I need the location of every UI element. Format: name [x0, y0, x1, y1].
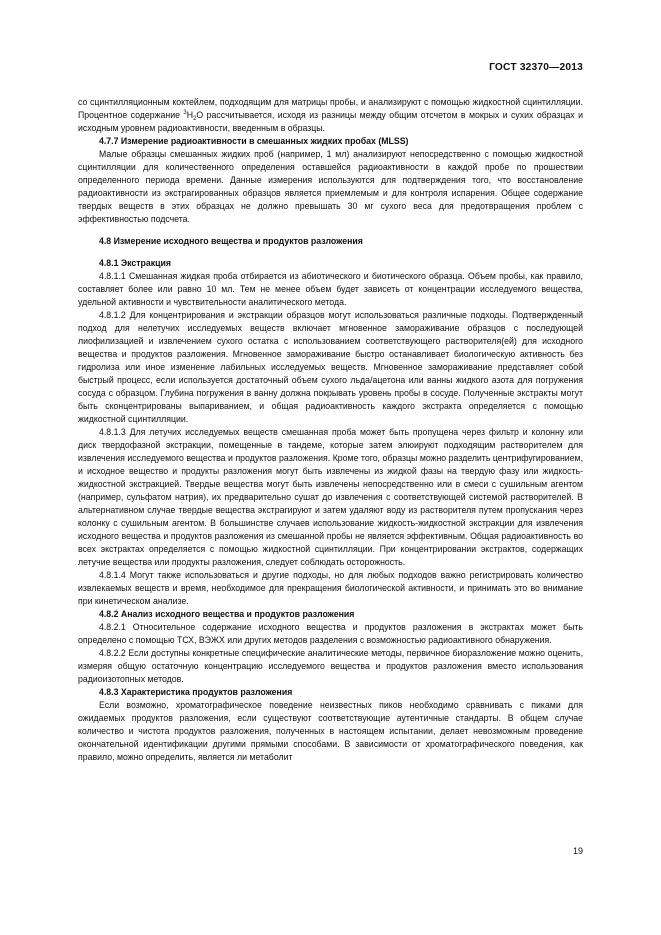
section-heading-4-8-2: 4.8.2 Анализ исходного вещества и продуктов разложения [99, 609, 355, 619]
paragraph-4-8-1-1: 4.8.1.1 Смешанная жидкая проба отбирается из абиотического и биотического образца. Объем пробы, как правило, составляет более или равно 10 мл. Тем не менее объем будет зависеть от концентрации исследуемого вещества, удельной активности и чувствительности аналитического метода. [78, 271, 583, 307]
section-heading-4-7-7: 4.7.7 Измерение радиоактивности в смешанных жидких пробах (MLSS) [99, 136, 409, 146]
paragraph-4-8-3: Если возможно, хроматографическое поведение неизвестных пиков необходимо сравнивать с пиками для ожидаемых продуктов разложения, если существуют соответствующие аутентичные стандарты. В общем случае количество и чистота продуктов разложения, полученных в настоящем испытании, делает невозможным проведение окончательной идентификации другими прямыми способами. В зависимости от хроматографического поведения, как правило, можно определить, является ли метаболит [78, 700, 583, 762]
superscript: 3 [183, 110, 187, 116]
paragraph-text: O рассчитывается, исходя из разницы между общим отсчетом в мокрых и сухих образцах и исходным уровнем радиоактивности, введенным в образцы. [78, 110, 583, 133]
document-body [78, 96, 583, 764]
page-number: 19 [572, 846, 583, 856]
section-heading-4-8-1: 4.8.1 Экстракция [99, 258, 171, 268]
section-heading-4-8-3: 4.8.3 Характеристика продуктов разложения [99, 687, 293, 697]
subscript: 2 [193, 116, 197, 122]
paragraph-4-7-7: Малые образцы смешанных жидких проб (например, 1 мл) анализируют непосредственно с помощью жидкостной сцинтилляции для количественного определения оставшейся радиоактивности в каждой пробе по прошествии определенного периода времени. Данные измерения используются для подтверждения того, что восстановление радиоактивности из экстрагированных образцов является приемлемым и для контроля испарения. Общее содержание твердых веществ в этих образцах не должно превышать 30 мг сухого веса для предотвращения проблем с эффективностью подсчета. [78, 149, 583, 224]
paragraph-text: со сцинтилляционным коктейлем, подходящим для матрицы пробы, и анализируют с помощью жидкостной сцинтилляции. Процентное содержание [78, 97, 583, 120]
paragraph-4-8-1-3: 4.8.1.3 Для летучих исследуемых веществ смешанная проба может быть пропущена через фильтр и колонну или диск твердофазной экстракции, помещенные в тандеме, которые затем элюируют подходящим растворителем для извлечения исследуемого вещества и продуктов разложения. Кроме того, образцы можно разделить центрифугированием, и исходное вещество и продукты разложения могут быть извлечены из жидкой фазы на твердую фазу или жидкость-жидкостной экстракцией. Твердые вещества могут быть извлечены непосредственно или в смеси с сушильным агентом (например, сульфатом натрия), их предварительно сушат до извлечения с соответствующей системой растворителей. В альтернативном случае твердые вещества экстрагируют и затем удаляют воду из растворителя путем пропускания через колонку с сушильным агентом. В большинстве случаев использование жидкость-жидкостной экстракции для извлечения исходного вещества и продуктов разложения из смешанной пробы не является эффективным. Общая радиоактивность во всех экстрактах определяется с помощью жидкостной сцинтилляции. При концентрировании экстрактов, содержащих летучие вещества или продукты разложения, следует соблюдать осторожность. [78, 427, 583, 567]
formula-letter: H [186, 110, 194, 120]
paragraph-4-8-2-1: 4.8.2.1 Относительное содержание исходного вещества и продуктов разложения в экстрактах может быть определено с помощью ТСХ, ВЭЖХ или других методов разделения с возможностью радиоактивного обнаружения. [78, 622, 583, 645]
standard-header: ГОСТ 32370—2013 [489, 62, 583, 73]
paragraph-4-8-1-2: 4.8.1.2 Для концентрирования и экстракции образцов могут использоваться различные подходы. Подтвержденный подход для нелетучих исследуемых веществ включает мгновенное замораживание образцов с последующей лиофилизацией и извлечением сухого остатка с использованием соответствующего растворителя(ей) для исходного вещества и продуктов разложения. Мгновенное замораживание быстро останавливает биологическую активность без гидролиза или иное изменение лабильных исследуемых веществ. Мгновенное замораживание представляет собой быстрый процесс, если используется достаточный объем сухого льда/ацетона или ванны жидкого азота для погружения сосуда с образцом. Глубина погружения в ванну должна покрывать уровень пробы в сосуде. Полученные экстракты могут быть сконцентрированы выпариванием, и общая радиоактивность каждого экстракта определяется с помощью жидкостной сцинтилляции. [78, 310, 583, 424]
paragraph-4-8-1-4: 4.8.1.4 Могут также использоваться и другие подходы, но для любых подходов важно регистрировать количество извлекаемых веществ и время, необходимое для прекращения биологической активности, и принимать это во внимание при кинетическом анализе. [78, 570, 583, 606]
paragraph-continuation [78, 96, 583, 135]
section-heading-4-8: 4.8 Измерение исходного вещества и продуктов разложения [99, 236, 363, 246]
paragraph-4-8-2-2: 4.8.2.2 Если доступны конкретные специфические аналитические методы, первичное биоразложение можно оценить, измеряя общую остаточную концентрацию исследуемого вещества и продуктов разложения вместо использования радиоизотопных методов. [78, 648, 583, 684]
